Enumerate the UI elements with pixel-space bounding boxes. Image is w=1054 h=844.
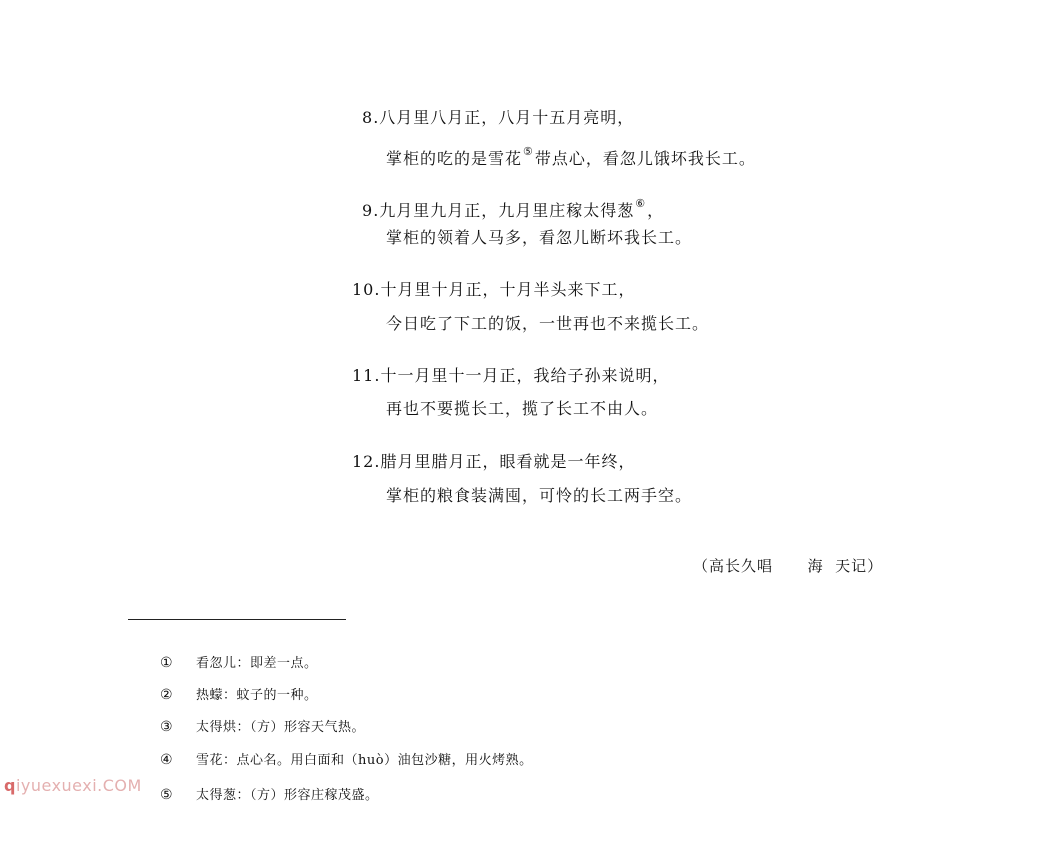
footnote-text: 太得葱：（方）形容庄稼茂盛。 [196,788,379,803]
verse-number: 11 [352,366,375,385]
footnote-text: 太得烘：（方）形容天气热。 [196,720,366,735]
footnote-reference: ⑤ [523,145,534,158]
verse-number: 10 [352,280,375,299]
watermark-text: iyuexuexi.COM [15,776,142,795]
footnote-reference: ⑥ [635,197,647,210]
footnote-1 [160,654,318,673]
watermark-lead: q [4,776,16,795]
verse-number: 8 [362,108,374,127]
site-watermark [4,776,142,795]
verse-text: 十一月里十一月正，我给子孙来说明， [380,366,670,385]
verse-line: 11.十一月里十一月正，我给子孙来说明， [352,366,670,385]
verse-number: 12 [352,452,375,471]
verse-text: ， [647,201,665,220]
verse-text: 带点心，看忽儿饿坏我长工。 [534,149,756,168]
footnote-divider [128,619,346,620]
footnote-mark: ③ [160,719,174,735]
verse-text: 掌柜的粮食装满囤，可怜的长工两手空。 [386,486,693,505]
verse-line [386,142,756,169]
footnote-mark: ① [160,655,174,671]
verse-line: 8.八月里八月正，八月十五月亮明， [362,108,635,127]
footnote-text: 热蠓：蚊子的一种。 [196,688,318,703]
verse-text: 八月里八月正，八月十五月亮明， [379,108,635,127]
verse-line [386,486,692,506]
verse-text: 腊月里腊月正，眼看就是一年终， [380,452,636,471]
verse-text: 掌柜的吃的是雪花 [386,149,523,168]
footnote-2 [160,686,318,705]
verse-line [386,399,658,419]
footnote-5 [160,786,379,805]
verse-text: 今日吃了下工的饭，一世再也不来揽长工。 [386,314,710,333]
footnote-text: 看忽儿：即差一点。 [196,656,318,671]
verse-text: 再也不要揽长工，揽了长工不由人。 [386,399,659,418]
singer-credit: （高长久唱 海 天记） [693,557,884,575]
verse-text: 掌柜的领着人马多，看忽儿断坏我长工。 [386,228,693,247]
verse-line: 10.十月里十月正，十月半头来下工， [352,280,636,299]
footnote-3 [160,718,365,737]
footnote-text: 雪花：点心名。用白面和（huò）油包沙糖，用火烤熟。 [196,753,533,768]
footnote-mark: ④ [160,752,174,768]
footnote-mark: ⑤ [160,787,174,803]
verse-line: 12.腊月里腊月正，眼看就是一年终， [352,452,636,471]
verse-line: 9.九月里九月正，九月里庄稼太得葱⑥， [362,197,665,220]
verse-text: 十月里十月正，十月半头来下工， [380,280,636,299]
verse-text: 九月里九月正，九月里庄稼太得葱 [379,201,635,220]
verse-line [386,314,709,334]
footnote-mark: ② [160,687,174,703]
verse-line [386,228,692,248]
footnote-4 [160,751,533,770]
verse-number: 9 [362,201,374,220]
